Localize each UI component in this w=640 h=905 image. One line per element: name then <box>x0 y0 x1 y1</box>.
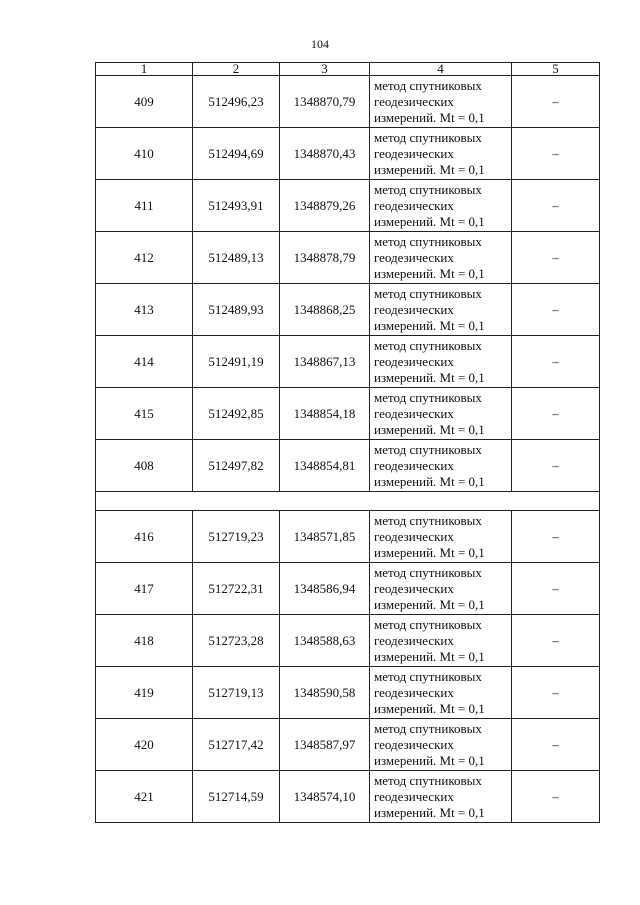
y-coordinate-cell: 1348870,79 <box>280 76 370 128</box>
x-coordinate-cell: 512494,69 <box>193 128 280 180</box>
header-cell-1: 1 <box>96 63 193 76</box>
method-cell <box>370 719 512 771</box>
table-row <box>96 563 600 615</box>
method-line: геодезических <box>374 684 454 700</box>
method-cell <box>370 511 512 563</box>
note-cell: – <box>512 180 600 232</box>
y-coordinate-cell: 1348586,94 <box>280 563 370 615</box>
x-coordinate-cell: 512719,23 <box>193 511 280 563</box>
method-line: измерений. Mt = 0,1 <box>374 161 485 177</box>
point-number-cell: 410 <box>96 128 193 180</box>
method-line: геодезических <box>374 457 454 473</box>
note-cell: – <box>512 128 600 180</box>
method-line: измерений. Mt = 0,1 <box>374 700 485 716</box>
point-number-cell: 409 <box>96 76 193 128</box>
header-cell-2: 2 <box>193 63 280 76</box>
point-number-cell: 421 <box>96 771 193 823</box>
table-row <box>96 336 600 388</box>
y-coordinate-cell: 1348878,79 <box>280 232 370 284</box>
x-coordinate-cell: 512714,59 <box>193 771 280 823</box>
point-number-cell: 415 <box>96 388 193 440</box>
note-cell: – <box>512 719 600 771</box>
table-row <box>96 719 600 771</box>
y-coordinate-cell: 1348854,18 <box>280 388 370 440</box>
method-line: измерений. Mt = 0,1 <box>374 648 485 664</box>
point-number-cell: 413 <box>96 284 193 336</box>
method-line: метод спутниковых <box>374 564 482 580</box>
y-coordinate-cell: 1348587,97 <box>280 719 370 771</box>
y-coordinate-cell: 1348879,26 <box>280 180 370 232</box>
method-cell <box>370 615 512 667</box>
note-cell: – <box>512 667 600 719</box>
method-line: метод спутниковых <box>374 441 482 457</box>
point-number-cell: 416 <box>96 511 193 563</box>
table-row <box>96 128 600 180</box>
y-coordinate-cell: 1348588,63 <box>280 615 370 667</box>
method-line: геодезических <box>374 788 454 804</box>
method-line: метод спутниковых <box>374 668 482 684</box>
y-coordinate-cell: 1348870,43 <box>280 128 370 180</box>
method-cell <box>370 440 512 492</box>
table-row <box>96 771 600 823</box>
note-cell: – <box>512 511 600 563</box>
x-coordinate-cell: 512717,42 <box>193 719 280 771</box>
method-line: геодезических <box>374 145 454 161</box>
method-line: метод спутниковых <box>374 389 482 405</box>
table-row <box>96 388 600 440</box>
x-coordinate-cell: 512723,28 <box>193 615 280 667</box>
table-row <box>96 284 600 336</box>
method-line: метод спутниковых <box>374 77 482 93</box>
note-cell: – <box>512 284 600 336</box>
method-line: измерений. Mt = 0,1 <box>374 265 485 281</box>
method-line: измерений. Mt = 0,1 <box>374 421 485 437</box>
table-row <box>96 232 600 284</box>
point-number-cell: 420 <box>96 719 193 771</box>
header-cell-4: 4 <box>370 63 512 76</box>
note-cell: – <box>512 440 600 492</box>
method-line: метод спутниковых <box>374 285 482 301</box>
x-coordinate-cell: 512493,91 <box>193 180 280 232</box>
method-line: измерений. Mt = 0,1 <box>374 473 485 489</box>
method-cell <box>370 563 512 615</box>
method-line: метод спутниковых <box>374 616 482 632</box>
method-cell <box>370 388 512 440</box>
method-line: геодезических <box>374 405 454 421</box>
x-coordinate-cell: 512497,82 <box>193 440 280 492</box>
header-row <box>96 63 600 76</box>
point-number-cell: 417 <box>96 563 193 615</box>
method-line: измерений. Mt = 0,1 <box>374 213 485 229</box>
note-cell: – <box>512 76 600 128</box>
point-number-cell: 412 <box>96 232 193 284</box>
coordinates-table <box>95 62 600 823</box>
method-line: метод спутниковых <box>374 181 482 197</box>
table-body <box>96 63 600 823</box>
method-line: метод спутниковых <box>374 512 482 528</box>
method-line: измерений. Mt = 0,1 <box>374 596 485 612</box>
method-line: геодезических <box>374 528 454 544</box>
y-coordinate-cell: 1348574,10 <box>280 771 370 823</box>
y-coordinate-cell: 1348867,13 <box>280 336 370 388</box>
method-line: геодезических <box>374 197 454 213</box>
table-row <box>96 615 600 667</box>
method-line: измерений. Mt = 0,1 <box>374 544 485 560</box>
method-line: измерений. Mt = 0,1 <box>374 109 485 125</box>
method-cell <box>370 284 512 336</box>
method-cell <box>370 667 512 719</box>
note-cell: – <box>512 336 600 388</box>
method-line: геодезических <box>374 736 454 752</box>
x-coordinate-cell: 512489,93 <box>193 284 280 336</box>
note-cell: – <box>512 563 600 615</box>
method-line: геодезических <box>374 301 454 317</box>
point-number-cell: 414 <box>96 336 193 388</box>
method-line: метод спутниковых <box>374 233 482 249</box>
header-cell-5: 5 <box>512 63 600 76</box>
method-line: измерений. Mt = 0,1 <box>374 804 485 820</box>
x-coordinate-cell: 512489,13 <box>193 232 280 284</box>
y-coordinate-cell: 1348854,81 <box>280 440 370 492</box>
point-number-cell: 408 <box>96 440 193 492</box>
point-number-cell: 419 <box>96 667 193 719</box>
y-coordinate-cell: 1348571,85 <box>280 511 370 563</box>
table-row <box>96 180 600 232</box>
method-line: измерений. Mt = 0,1 <box>374 369 485 385</box>
table-row <box>96 76 600 128</box>
method-line: геодезических <box>374 353 454 369</box>
method-line: измерений. Mt = 0,1 <box>374 317 485 333</box>
method-cell <box>370 771 512 823</box>
method-line: геодезических <box>374 632 454 648</box>
group-separator-cell <box>96 492 600 511</box>
x-coordinate-cell: 512491,19 <box>193 336 280 388</box>
x-coordinate-cell: 512719,13 <box>193 667 280 719</box>
x-coordinate-cell: 512722,31 <box>193 563 280 615</box>
x-coordinate-cell: 512496,23 <box>193 76 280 128</box>
method-line: геодезических <box>374 580 454 596</box>
method-cell <box>370 180 512 232</box>
method-cell <box>370 336 512 388</box>
point-number-cell: 418 <box>96 615 193 667</box>
table-row <box>96 511 600 563</box>
method-line: метод спутниковых <box>374 129 482 145</box>
method-line: метод спутниковых <box>374 337 482 353</box>
header-cell-3: 3 <box>280 63 370 76</box>
method-line: метод спутниковых <box>374 720 482 736</box>
method-line: метод спутниковых <box>374 772 482 788</box>
point-number-cell: 411 <box>96 180 193 232</box>
note-cell: – <box>512 388 600 440</box>
table-row <box>96 440 600 492</box>
method-cell <box>370 232 512 284</box>
method-line: геодезических <box>374 93 454 109</box>
method-line: геодезических <box>374 249 454 265</box>
table-row <box>96 667 600 719</box>
method-cell <box>370 76 512 128</box>
note-cell: – <box>512 771 600 823</box>
method-line: измерений. Mt = 0,1 <box>374 752 485 768</box>
y-coordinate-cell: 1348868,25 <box>280 284 370 336</box>
y-coordinate-cell: 1348590,58 <box>280 667 370 719</box>
x-coordinate-cell: 512492,85 <box>193 388 280 440</box>
note-cell: – <box>512 232 600 284</box>
page-number: 104 <box>311 37 329 51</box>
group-separator-row <box>96 492 600 511</box>
method-cell <box>370 128 512 180</box>
note-cell: – <box>512 615 600 667</box>
